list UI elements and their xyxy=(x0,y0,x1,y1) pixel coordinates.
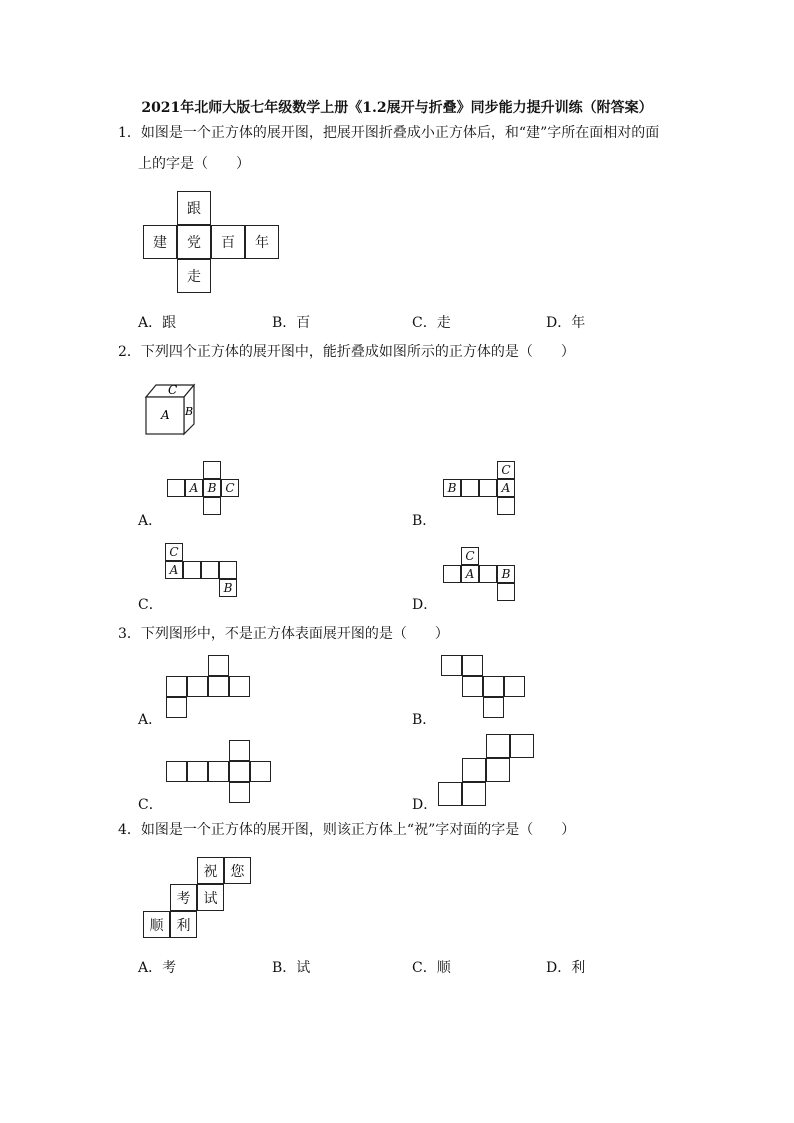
q2d-cell-a: A xyxy=(461,565,479,583)
q4-option-d[interactable]: D．利 xyxy=(546,960,586,976)
q2c-cell xyxy=(201,561,219,579)
q4-option-c[interactable]: C．顺 xyxy=(412,960,451,976)
q3a-cell xyxy=(187,676,208,697)
q2-cube-figure xyxy=(138,378,202,438)
q2b-cell-b: B xyxy=(443,479,461,497)
q3-option-b[interactable]: B． xyxy=(412,712,437,728)
q3c-cell xyxy=(166,761,187,782)
q2a-cell xyxy=(203,461,221,479)
question-2-text: 2．下列四个正方体的展开图中，能折叠成如图所示的正方体的是（ ） xyxy=(118,344,575,360)
q3a-cell xyxy=(229,676,250,697)
q2a-cell xyxy=(167,479,185,497)
q1-cell-nian: 年 xyxy=(245,225,279,259)
q3-option-d[interactable]: D． xyxy=(412,797,438,813)
q4-option-b[interactable]: B．试 xyxy=(272,960,311,976)
q4-cell-shi: 试 xyxy=(197,884,224,911)
q2c-cell-a: A xyxy=(165,561,183,579)
q2c-cell-b: B xyxy=(219,579,237,597)
question-1-line-2: 上的字是（ ） xyxy=(138,156,250,172)
q1-option-a[interactable]: A．跟 xyxy=(138,315,177,331)
q2-option-d[interactable]: D． xyxy=(412,597,438,613)
q2d-cell xyxy=(443,565,461,583)
q2a-cell-a: A xyxy=(185,479,203,497)
q2b-cell-c: C xyxy=(497,461,515,479)
q2d-cell-c: C xyxy=(461,547,479,565)
q3d-cell xyxy=(486,758,510,782)
question-4-text: 4．如图是一个正方体的展开图，则该正方体上“祝”字对面的字是（ ） xyxy=(118,822,576,838)
q3-option-a[interactable]: A． xyxy=(138,712,163,728)
q3c-cell xyxy=(229,761,250,782)
q4-option-a[interactable]: A．考 xyxy=(138,960,177,976)
q3b-cell xyxy=(441,655,462,676)
q4-cell-zhu: 祝 xyxy=(197,857,224,884)
q2-option-c[interactable]: C． xyxy=(138,597,163,613)
q3a-cell xyxy=(166,697,187,718)
q2d-cell xyxy=(479,565,497,583)
q3a-cell xyxy=(208,655,229,676)
q1-cell-gen: 跟 xyxy=(177,191,211,225)
q1-option-d[interactable]: D．年 xyxy=(546,315,586,331)
q2a-cell xyxy=(203,497,221,515)
q2c-cell-c: C xyxy=(165,543,183,561)
cube-label-b: B xyxy=(185,405,194,418)
q2b-cell xyxy=(479,479,497,497)
q1-cell-jian: 建 xyxy=(143,225,177,259)
q3b-cell xyxy=(483,676,504,697)
q1-option-c[interactable]: C．走 xyxy=(412,315,451,331)
q2-option-b[interactable]: B． xyxy=(412,513,437,529)
q3c-cell xyxy=(250,761,271,782)
q1-option-b[interactable]: B．百 xyxy=(272,315,311,331)
q3d-cell xyxy=(510,734,534,758)
q3a-cell xyxy=(208,676,229,697)
document-title: 2021年北师大版七年级数学上册《1.2展开与折叠》同步能力提升训练（附答案） xyxy=(141,100,653,116)
q2b-cell-a: A xyxy=(497,479,515,497)
q3d-cell xyxy=(486,734,510,758)
q1-cell-dang: 党 xyxy=(177,225,211,259)
q2d-cell-b: B xyxy=(497,565,515,583)
q3c-cell xyxy=(229,740,250,761)
cube-label-a: A xyxy=(161,408,170,422)
q3c-cell xyxy=(229,782,250,803)
q1-cell-bai: 百 xyxy=(211,225,245,259)
q4-cell-li: 利 xyxy=(170,911,197,938)
question-3-text: 3．下列图形中，不是正方体表面展开图的是（ ） xyxy=(118,626,449,642)
q2c-cell xyxy=(219,561,237,579)
cube-label-c: C xyxy=(168,383,178,397)
q3b-cell xyxy=(462,655,483,676)
q3d-cell xyxy=(438,782,462,806)
q1-cell-zou: 走 xyxy=(177,259,211,293)
q2a-cell-b: B xyxy=(203,479,221,497)
q2-option-a[interactable]: A． xyxy=(138,513,163,529)
q2a-cell-c: C xyxy=(221,479,239,497)
q2b-cell xyxy=(497,497,515,515)
q3c-cell xyxy=(208,761,229,782)
q4-cell-shun: 顺 xyxy=(143,911,170,938)
q2b-cell xyxy=(461,479,479,497)
q3d-cell xyxy=(462,758,486,782)
q4-cell-kao: 考 xyxy=(170,884,197,911)
q3-option-c[interactable]: C． xyxy=(138,797,163,813)
q3d-cell xyxy=(462,782,486,806)
q2d-cell xyxy=(497,583,515,601)
question-1-line-1: 1．如图是一个正方体的展开图，把展开图折叠成小正方体后，和“建”字所在面相对的面 xyxy=(118,125,660,141)
q3a-cell xyxy=(166,676,187,697)
q3b-cell xyxy=(462,676,483,697)
q4-cell-nin: 您 xyxy=(224,857,251,884)
q2c-cell xyxy=(183,561,201,579)
q3b-cell xyxy=(483,697,504,718)
q3c-cell xyxy=(187,761,208,782)
q3b-cell xyxy=(504,676,525,697)
